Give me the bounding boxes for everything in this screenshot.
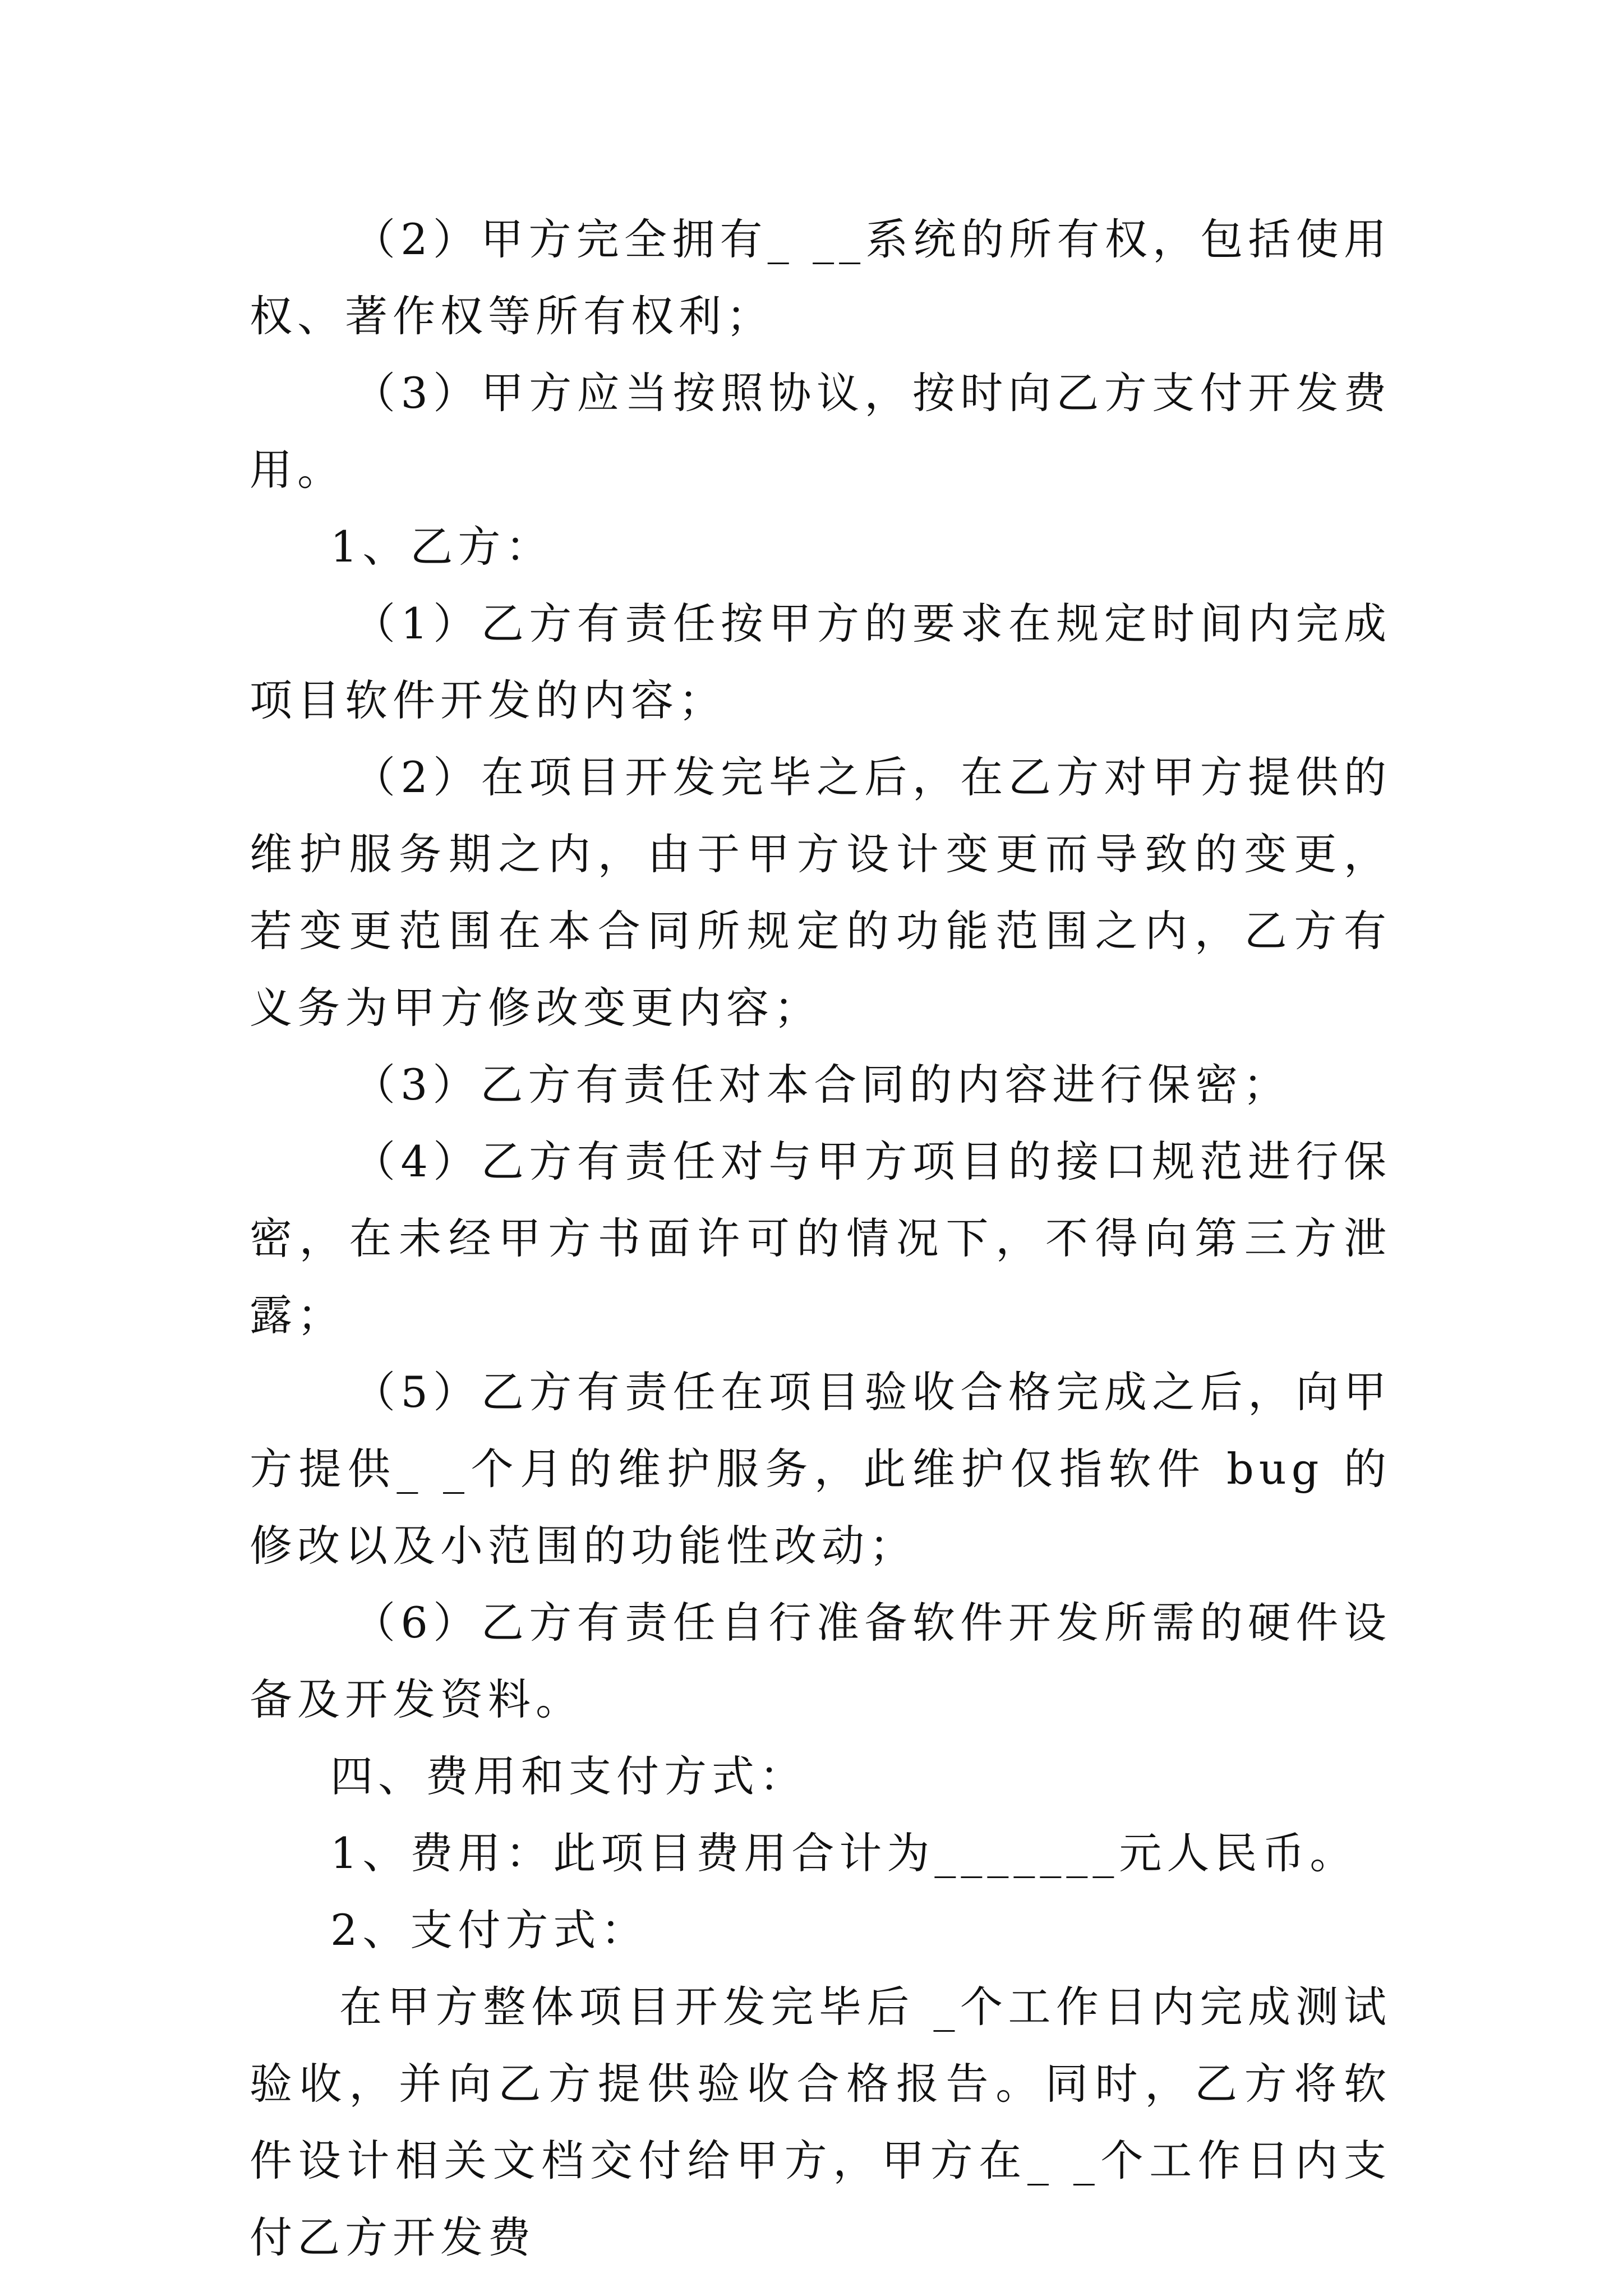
paragraph-party-a-payment: （3）甲方应当按照协议，按时向乙方支付开发费用。 [250, 368, 1391, 495]
document-body [250, 201, 1391, 2276]
paragraph-payment-method-details: 在甲方整体项目开发完毕后 _个工作日内完成测试验收，并向乙方提供验收合格报告。同时，乙方将软件设计相关文档交付给甲方，甲方在_ _个工作日内支付乙方开发费 [250, 1982, 1391, 2262]
paragraph-party-b-heading: 1、乙方： [330, 522, 554, 572]
paragraph-party-b-maintenance-change: （2）在项目开发完毕之后，在乙方对甲方提供的维护服务期之内，由于甲方设计变更而导致的变更，若变更范围在本合同所规定的功能范围之内，乙方有义务为甲方修改变更内容； [250, 752, 1391, 1033]
paragraph-party-b-maintenance-service: （5）乙方有责任在项目验收合格完成之后，向甲方提供_ _个月的维护服务，此维护仅指软件 bug 的修改以及小范围的功能性改动； [250, 1367, 1391, 1571]
paragraph-party-b-interface-confidentiality: （4）乙方有责任对与甲方项目的接口规范进行保密，在未经甲方书面许可的情况下，不得向第三方泄露； [250, 1137, 1391, 1340]
paragraph-party-b-development: （1）乙方有责任按甲方的要求在规定时间内完成项目软件开发的内容； [250, 599, 1391, 725]
paragraph-party-a-ownership: （2）甲方完全拥有_ __系统的所有权，包括使用权、著作权等所有权利； [250, 214, 1391, 341]
paragraph-party-b-confidentiality: （3）乙方有责任对本合同的内容进行保密； [353, 1060, 1291, 1110]
section-fees-heading: 四、费用和支付方式： [330, 1751, 807, 1801]
paragraph-fee-total: 1、费用：此项目费用合计为_______元人民币。 [330, 1828, 1358, 1878]
paragraph-payment-method-heading: 2、支付方式： [330, 1905, 649, 1955]
paragraph-party-b-hardware: （6）乙方有责任自行准备软件开发所需的硬件设备及开发资料。 [250, 1598, 1391, 1724]
